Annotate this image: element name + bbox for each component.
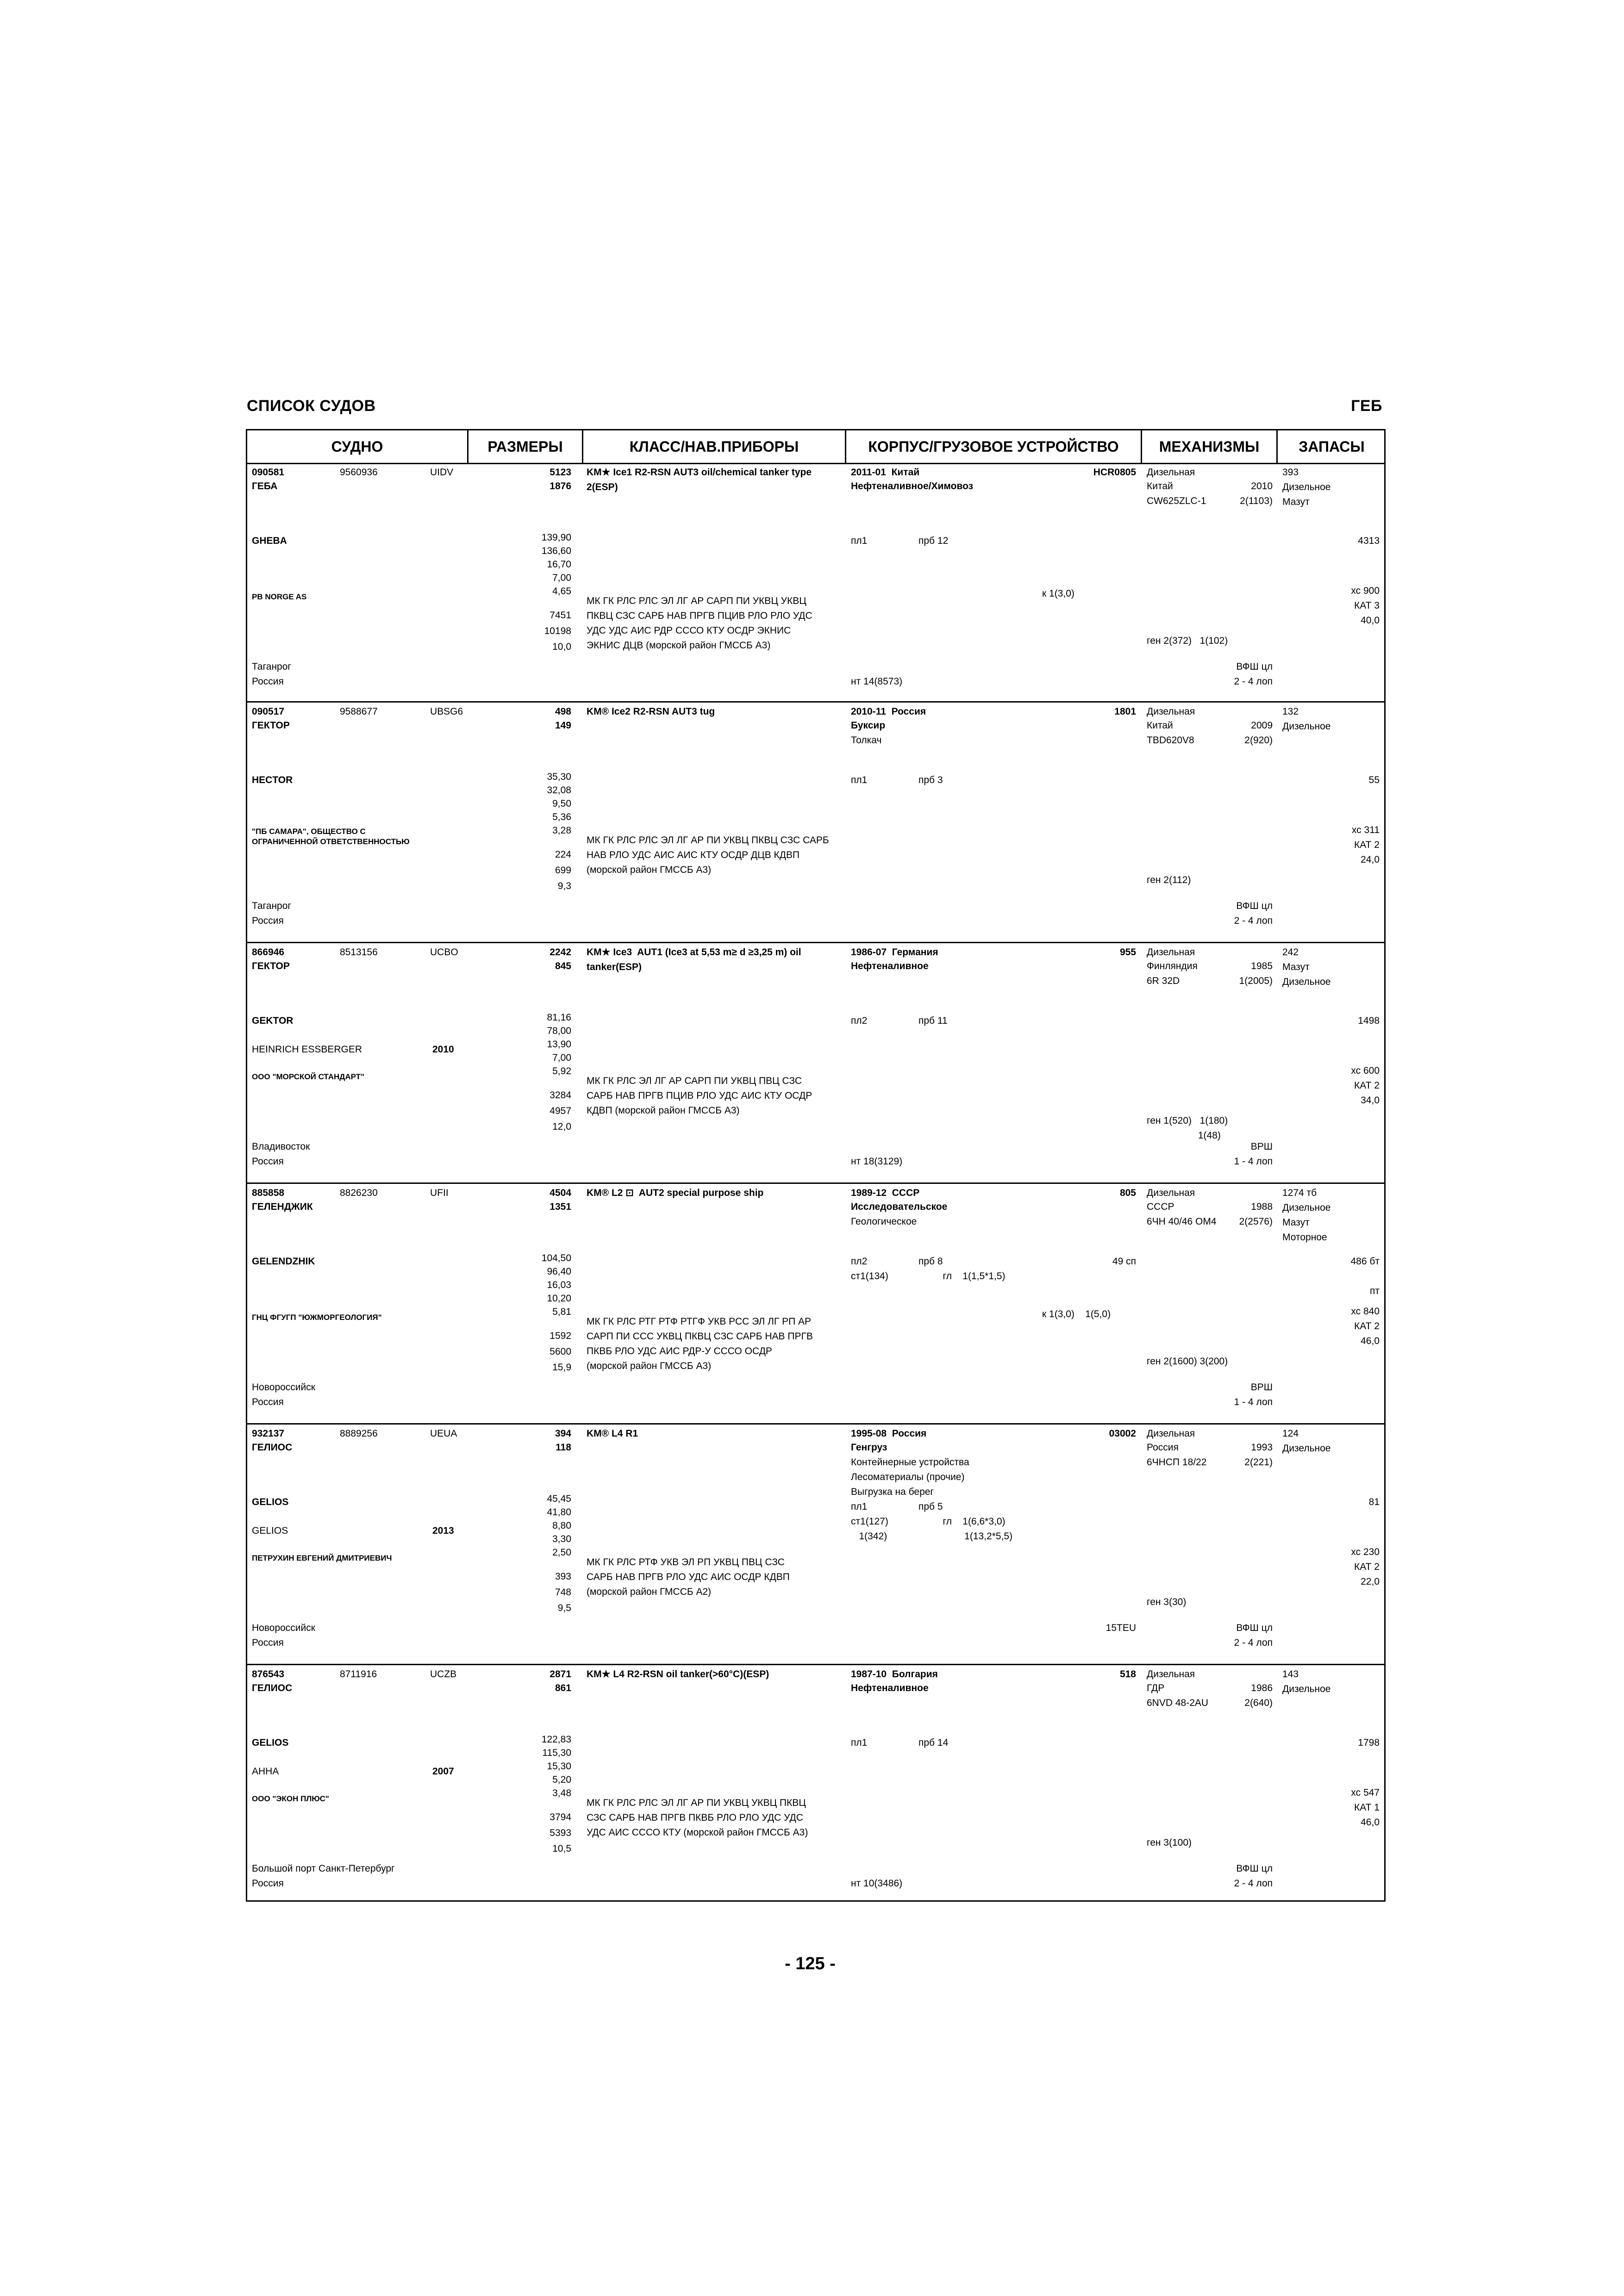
propeller-type: ВФШ цл <box>1236 1623 1273 1633</box>
fuel-stores: 1274 тб Дизельное Мазут Моторное <box>1282 1188 1331 1243</box>
vessel-latin-name: GELIOS <box>252 1737 289 1748</box>
navigation-equipment: МК ГК РЛС РЛС ЭЛ ЛГ АР ПИ УКВЦ УКВЦ ПКВЦ СЗС САРБ НАВ ПРГВ ПКВБ РЛО РЛО УДС УДС УДС АИС СССО КТУ (морской район ГМССБ А3) <box>587 1798 808 1838</box>
gross-tonnage: 394 <box>555 1428 571 1439</box>
call-sign: UBSG6 <box>430 706 463 717</box>
propeller-blades: 2 - 4 лоп <box>1234 1878 1273 1889</box>
fuel-volume: 1498 <box>1358 1015 1380 1026</box>
deadweight-draft: 7451 10198 10,0 <box>544 610 571 652</box>
fuel-volume: 4313 <box>1358 535 1380 546</box>
vessel-owner: ГНЦ ФГУГП "ЮЖМОРГЕОЛОГИЯ" <box>252 1313 382 1322</box>
fuel-volume: 486 бт пт <box>1350 1256 1380 1296</box>
engine-model: 6ЧНСП 18/22 <box>1147 1457 1207 1468</box>
call-sign: UFII <box>430 1188 449 1198</box>
engine-type: Дизельная <box>1147 947 1195 958</box>
class-notation: KM★ Ice3 AUT1 (Ice3 at 5,53 m≥ d ≥3,25 m) oil tanker(ESP) <box>587 947 801 972</box>
fuel-volume: 81 <box>1368 1497 1380 1507</box>
vessel-owner: ПЕТРУХИН ЕВГЕНИЙ ДМИТРИЕВИЧ <box>252 1554 392 1562</box>
column-header-class-nav: КЛАСС/НАВ.ПРИБОРЫ <box>629 438 799 455</box>
vessel-name: ГЕЛЕНДЖИК <box>252 1201 313 1212</box>
entry-divider <box>247 1182 1384 1184</box>
gross-tonnage: 4504 <box>550 1188 571 1198</box>
flag-state: Россия <box>252 1156 284 1167</box>
vessel-register-table <box>246 429 1386 1902</box>
navigation-equipment: МК ГК РЛС РТГ РТФ РТГФ УКВ РСС ЭЛ ЛГ РП АР САРП ПИ ССС УКВЦ ПКВЦ СЗС САРБ НАВ ПРГВ ПКВБ РЛО УДС АИС РДР-У СССО ОСДР (морской район ГМССБ А3) <box>587 1316 813 1371</box>
vessel-dimensions: 81,16 78,00 13,90 7,00 5,92 <box>547 1012 571 1076</box>
hull-type: Нефтеналивное/Химовоз <box>851 481 974 492</box>
engine-power: 2(2576) <box>1239 1216 1273 1227</box>
column-header-dimensions: РАЗМЕРЫ <box>487 438 563 455</box>
deadweight-draft: 3284 4957 12,0 <box>550 1090 571 1132</box>
port-of-registry: Большой порт Санкт-Петербург <box>252 1863 395 1874</box>
engine-type: Дизельная <box>1147 706 1195 717</box>
engine-country: ГДР <box>1147 1683 1165 1693</box>
engine-power: 2(221) <box>1244 1457 1273 1468</box>
gross-tonnage: 2242 <box>550 947 571 958</box>
reg-number: 876543 <box>252 1669 285 1680</box>
entry-divider <box>247 1664 1384 1665</box>
fuel-volume: 1798 <box>1358 1737 1380 1748</box>
net-tonnage: 149 <box>555 720 571 731</box>
column-header-stores: ЗАПАСЫ <box>1299 438 1365 455</box>
navigation-equipment: МК ГК РЛС ЭЛ ЛГ АР САРП ПИ УКВЦ ПВЦ СЗС САРБ НАВ ПРГВ ПЦИВ РЛО УДС АИС КТУ ОСДР КДВП (морской район ГМССБ А3) <box>587 1076 812 1116</box>
port-of-registry: Новороссийск <box>252 1623 315 1633</box>
deadweight-draft: 1592 5600 15,9 <box>550 1331 571 1373</box>
net-tonnage-line: нт 18(3129) <box>851 1156 903 1167</box>
engine-power: 2(640) <box>1244 1698 1273 1708</box>
propeller-type: ВРШ <box>1250 1141 1273 1152</box>
generators: ген 1(520) 1(180) 1(48) <box>1147 1115 1228 1141</box>
imo-number: 9588677 <box>340 706 378 717</box>
generators: ген 3(100) <box>1147 1837 1192 1848</box>
engine-power: 2(920) <box>1244 735 1273 746</box>
imo-number: 9560936 <box>340 467 378 478</box>
propeller-type: ВФШ цл <box>1236 1863 1273 1874</box>
flag-state: Россия <box>252 676 284 687</box>
engine-model: TBD620V8 <box>1147 735 1194 746</box>
fuel-stores: 132 Дизельное <box>1282 706 1331 732</box>
vessel-dimensions: 104,50 96,40 16,03 10,20 5,81 <box>541 1253 571 1317</box>
port-of-registry: Новороссийск <box>252 1382 315 1393</box>
propeller-type: ВРШ <box>1250 1382 1273 1393</box>
hull-type: Исследовательское <box>851 1201 948 1212</box>
propeller-blades: 1 - 4 лоп <box>1234 1397 1273 1407</box>
cargo-holds: пл1 ст1(127) 1(342) <box>851 1501 888 1542</box>
former-name-year: 2007 <box>432 1766 454 1777</box>
vessel-dimensions: 122,83 115,30 15,30 5,20 3,48 <box>541 1734 571 1798</box>
fuel-stores: 242 Мазут Дизельное <box>1282 947 1331 987</box>
vessel-owner: ООО "ЭКОН ПЛЮС" <box>252 1794 329 1803</box>
vessel-latin-name: GELIOS <box>252 1497 289 1507</box>
engine-power: 1(2005) <box>1239 976 1273 986</box>
supply-stores: хс 840 КАТ 2 46,0 <box>1351 1306 1380 1346</box>
cargo-holds-detail: прб 8 гл 1(1,5*1,5) <box>918 1256 1006 1282</box>
cargo-holds: пл1 <box>851 775 868 785</box>
imo-number: 8513156 <box>340 947 378 958</box>
cargo-extra: 15TEU <box>1106 1623 1136 1633</box>
entry-divider <box>247 1423 1384 1425</box>
header-rule <box>247 463 1384 464</box>
vessel-dimensions: 45,45 41,80 8,80 3,30 2,50 <box>547 1493 571 1558</box>
port-of-registry: Таганрог <box>252 661 292 672</box>
vessel-latin-name: HECTOR <box>252 775 293 785</box>
former-name: GELIOS <box>252 1525 288 1536</box>
builder-number: 03002 <box>1109 1428 1136 1439</box>
column-header-machinery: МЕХАНИЗМЫ <box>1159 438 1260 455</box>
cargo-holds-detail: прб 11 <box>918 1015 948 1026</box>
cranes: к 1(3,0) <box>1042 588 1074 599</box>
engine-year: 1985 <box>1251 961 1273 971</box>
generators: ген 2(112) <box>1147 875 1191 885</box>
engine-year: 2009 <box>1251 720 1273 731</box>
vessel-owner: "ПБ САМАРА", ОБЩЕСТВО С ОГРАНИЧЕННОЙ ОТВЕТСТВЕННОСТЬЮ <box>252 827 410 846</box>
fuel-stores: 143 Дизельное <box>1282 1669 1331 1694</box>
builder-number: 955 <box>1119 947 1136 958</box>
vessel-latin-name: GHEBA <box>252 535 287 546</box>
propeller-type: ВФШ цл <box>1236 901 1273 911</box>
vessel-latin-name: GEKTOR <box>252 1015 294 1026</box>
engine-country: Финляндия <box>1147 961 1198 971</box>
port-of-registry: Владивосток <box>252 1141 310 1152</box>
propeller-blades: 2 - 4 лоп <box>1234 676 1273 687</box>
cargo-holds-detail: прб 5 гл 1(6,6*3,0) 1(13,2*5,5) <box>918 1501 1013 1542</box>
cargo-holds: пл1 <box>851 1737 868 1748</box>
supply-stores: хс 900 КАТ 3 40,0 <box>1351 585 1380 626</box>
engine-model: 6R 32D <box>1147 976 1180 986</box>
cargo-holds-detail: прб 12 <box>918 535 949 546</box>
gross-tonnage: 2871 <box>550 1669 571 1680</box>
imo-number: 8826230 <box>340 1188 378 1198</box>
build-date-country: 2011-01 Китай <box>851 467 920 478</box>
flag-state: Россия <box>252 1878 284 1889</box>
class-notation: KM® L4 R1 <box>587 1428 638 1439</box>
imo-number: 8711916 <box>340 1669 377 1680</box>
class-notation: KM★ L4 R2-RSN oil tanker(>60°C)(ESP) <box>587 1669 769 1680</box>
gross-tonnage: 5123 <box>550 467 571 478</box>
engine-year: 2010 <box>1251 481 1273 492</box>
engine-model: 6NVD 48-2AU <box>1147 1698 1209 1708</box>
engine-country: СССР <box>1147 1201 1174 1212</box>
cranes: к 1(3,0) 1(5,0) <box>1042 1309 1111 1319</box>
build-date-country: 1986-07 Германия <box>851 947 938 958</box>
former-name: HEINRICH ESSBERGER <box>252 1044 362 1055</box>
builder-number: HCR0805 <box>1093 467 1136 478</box>
hull-extra: Геологическое <box>851 1216 917 1227</box>
hull-type: Нефтеналивное <box>851 1683 929 1693</box>
reg-number: 885858 <box>252 1188 285 1198</box>
class-notation: KM® Ice2 R2-RSN AUT3 tug <box>587 706 715 717</box>
supply-stores: хс 600 КАТ 2 34,0 <box>1351 1065 1380 1106</box>
supply-stores: хс 547 КАТ 1 46,0 <box>1351 1787 1380 1828</box>
flag-state: Россия <box>252 915 284 926</box>
entry-divider <box>247 701 1384 703</box>
deadweight-draft: 224 699 9,3 <box>555 849 571 891</box>
net-tonnage-line: нт 14(8573) <box>851 676 903 687</box>
build-date-country: 1995-08 Россия <box>851 1428 927 1439</box>
vessel-name: ГЕЛИОС <box>252 1683 293 1693</box>
generators: ген 2(1600) 3(200) <box>1147 1356 1228 1367</box>
net-tonnage: 845 <box>555 961 571 971</box>
cargo-holds: пл2 <box>851 1015 868 1026</box>
hull-type: Нефтеналивное <box>851 961 929 971</box>
net-tonnage: 1876 <box>550 481 571 492</box>
navigation-equipment: МК ГК РЛС РТФ УКВ ЭЛ РП УКВЦ ПВЦ СЗС САРБ НАВ ПРГВ РЛО УДС АИС ОСДР КДВП (морской район ГМССБ А2) <box>587 1557 790 1597</box>
vessel-latin-name: GELENDZHIK <box>252 1256 315 1267</box>
page-header-range: ГЕБ <box>1351 397 1382 415</box>
reg-number: 866946 <box>252 947 285 958</box>
vessel-dimensions: 139,90 136,60 16,70 7,00 4,65 <box>541 532 571 597</box>
gross-tonnage: 498 <box>555 706 571 717</box>
engine-model: CW625ZLC-1 <box>1147 496 1206 506</box>
column-header-hull-cargo: КОРПУС/ГРУЗОВОЕ УСТРОЙСТВО <box>868 438 1119 455</box>
vessel-name: ГЕКТОР <box>252 720 290 731</box>
engine-year: 1986 <box>1251 1683 1273 1693</box>
supply-stores: хс 311 КАТ 2 24,0 <box>1351 825 1380 865</box>
engine-country: Россия <box>1147 1442 1179 1453</box>
engine-type: Дизельная <box>1147 1188 1195 1198</box>
propeller-blades: 2 - 4 лоп <box>1234 915 1273 926</box>
cargo-extra: 49 сп <box>1112 1256 1136 1267</box>
column-header-vessel: СУДНО <box>331 438 383 455</box>
reg-number: 932137 <box>252 1428 285 1439</box>
cargo-holds: пл1 <box>851 535 868 546</box>
builder-number: 518 <box>1119 1669 1136 1680</box>
generators: ген 2(372) 1(102) <box>1147 635 1228 646</box>
former-name: АННА <box>252 1766 279 1777</box>
engine-type: Дизельная <box>1147 1669 1195 1680</box>
flag-state: Россия <box>252 1637 284 1648</box>
vessel-name: ГЕЛИОС <box>252 1442 293 1453</box>
class-notation: KM★ Ice1 R2-RSN AUT3 oil/chemical tanker type 2(ESP) <box>587 467 812 492</box>
engine-type: Дизельная <box>1147 467 1195 478</box>
reg-number: 090581 <box>252 467 285 478</box>
supply-stores: хс 230 КАТ 2 22,0 <box>1351 1547 1380 1587</box>
deadweight-draft: 393 748 9,5 <box>555 1571 571 1613</box>
call-sign: UCZB <box>430 1669 457 1680</box>
net-tonnage: 1351 <box>550 1201 571 1212</box>
navigation-equipment: МК ГК РЛС РЛС ЭЛ ЛГ АР САРП ПИ УКВЦ УКВЦ ПКВЦ СЗС САРБ НАВ ПРГВ ПЦИВ РЛО РЛО УДС УДС УДС АИС РДР СССО КТУ ОСДР ЭКНИС ЭКНИС ДЦВ (морской район ГМССБ А3) <box>587 596 812 651</box>
build-date-country: 1989-12 СССР <box>851 1188 920 1198</box>
call-sign: UEUA <box>430 1428 457 1439</box>
vessel-owner: ООО "МОРСКОЙ СТАНДАРТ" <box>252 1072 365 1081</box>
call-sign: UIDV <box>430 467 454 478</box>
entry-divider <box>247 942 1384 943</box>
navigation-equipment: МК ГК РЛС РЛС ЭЛ ЛГ АР ПИ УКВЦ ПКВЦ СЗС САРБ НАВ РЛО УДС АИС АИС КТУ ОСДР ДЦВ КДВП (морской район ГМССБ А3) <box>587 835 829 875</box>
builder-number: 805 <box>1119 1188 1136 1198</box>
net-tonnage: 118 <box>556 1442 571 1453</box>
vessel-name: ГЕКТОР <box>252 961 290 971</box>
generators: ген 3(30) <box>1147 1597 1187 1607</box>
net-tonnage: 861 <box>555 1683 571 1693</box>
former-name-year: 2013 <box>432 1525 454 1536</box>
class-notation: KM® L2 ⊡ AUT2 special purpose ship <box>587 1188 764 1198</box>
net-tonnage-line: нт 10(3486) <box>851 1878 903 1889</box>
fuel-stores: 124 Дизельное <box>1282 1428 1331 1454</box>
engine-type: Дизельная <box>1147 1428 1195 1439</box>
propeller-type: ВФШ цл <box>1236 661 1273 672</box>
engine-power: 2(1103) <box>1240 496 1273 506</box>
fuel-volume: 55 <box>1368 775 1380 785</box>
vessel-owner: PB NORGE AS <box>252 592 307 601</box>
page-header-title: СПИСОК СУДОВ <box>247 397 376 415</box>
hull-extra: Толкач <box>851 735 882 746</box>
cargo-holds-detail: прб 3 <box>918 775 943 785</box>
port-of-registry: Таганрог <box>252 901 292 911</box>
engine-country: Китай <box>1147 720 1173 731</box>
build-date-country: 2010-11 Россия <box>851 706 926 717</box>
reg-number: 090517 <box>252 706 285 717</box>
propeller-blades: 1 - 4 лоп <box>1234 1156 1273 1167</box>
cargo-holds-detail: прб 14 <box>918 1737 949 1748</box>
propeller-blades: 2 - 4 лоп <box>1234 1637 1273 1648</box>
flag-state: Россия <box>252 1397 284 1407</box>
fuel-stores: 393 Дизельное Мазут <box>1282 467 1331 507</box>
engine-country: Китай <box>1147 481 1173 492</box>
cargo-holds: пл2 ст1(134) <box>851 1256 888 1282</box>
call-sign: UCBO <box>430 947 458 958</box>
vessel-dimensions: 35,30 32,08 9,50 5,36 3,28 <box>547 772 571 836</box>
builder-number: 1801 <box>1114 706 1136 717</box>
former-name-year: 2010 <box>432 1044 454 1055</box>
imo-number: 8889256 <box>340 1428 378 1439</box>
hull-extra: Контейнерные устройства Лесоматериалы (прочие) Выгрузка на берег <box>851 1457 969 1497</box>
engine-model: 6ЧН 40/46 ОМ4 <box>1147 1216 1217 1227</box>
vessel-name: ГЕБА <box>252 481 278 492</box>
hull-type: Генгруз <box>851 1442 887 1453</box>
deadweight-draft: 3794 5393 10,5 <box>550 1812 571 1854</box>
page-number: - 125 - <box>785 1954 836 1973</box>
engine-year: 1988 <box>1251 1201 1273 1212</box>
engine-year: 1993 <box>1251 1442 1273 1453</box>
build-date-country: 1987-10 Болгария <box>851 1669 938 1680</box>
hull-type: Буксир <box>851 720 886 731</box>
